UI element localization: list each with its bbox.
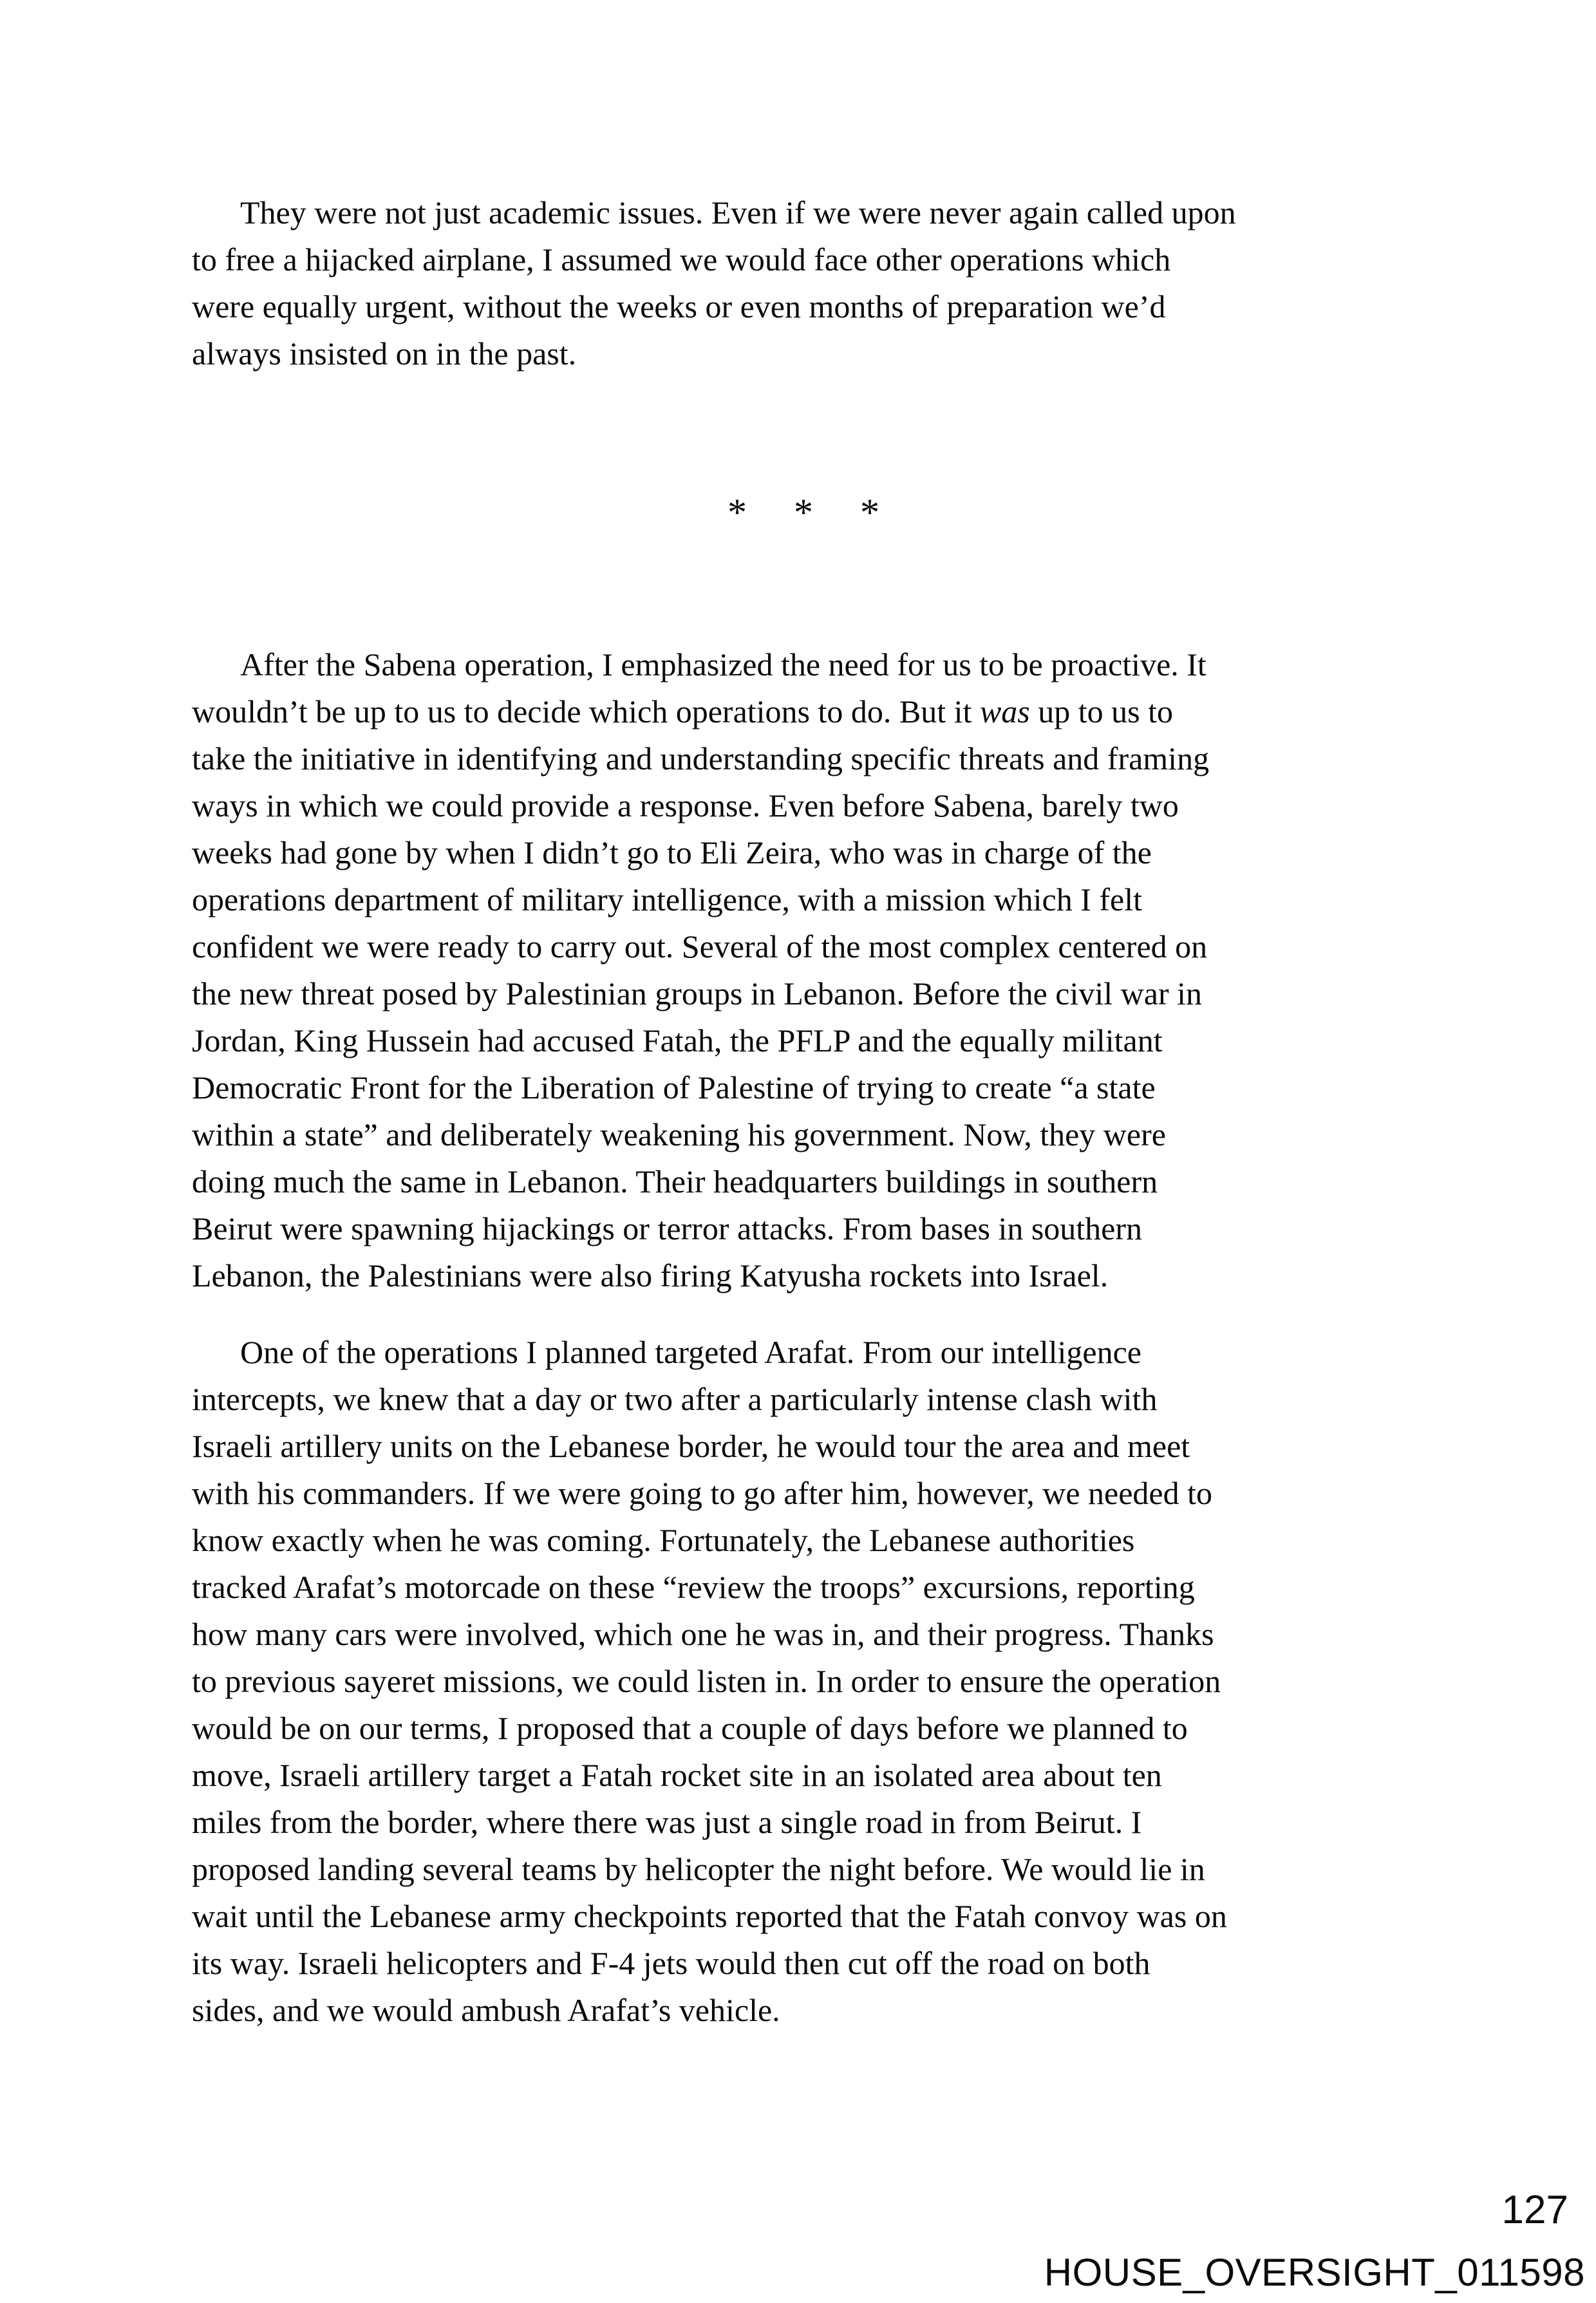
section-separator: * * * (728, 491, 879, 534)
text-line: its way. Israeli helicopters and F-4 jets would then cut off the road on both (192, 1945, 1150, 1981)
text-line: would be on our terms, I proposed that a couple of days before we planned to (192, 1710, 1188, 1746)
text-line: tracked Arafat’s motorcade on these “review the troops” excursions, reporting (192, 1569, 1195, 1605)
text-line: weeks had gone by when I didn’t go to Eli Zeira, who was in charge of the (192, 834, 1152, 870)
italic-text-segment: was (979, 693, 1030, 729)
text-line: doing much the same in Lebanon. Their headquarters buildings in southern (192, 1163, 1158, 1199)
text-line: Jordan, King Hussein had accused Fatah, the PFLP and the equally militant (192, 1022, 1163, 1058)
text-line: take the initiative in identifying and understanding specific threats and framing (192, 740, 1210, 776)
text-line: Democratic Front for the Liberation of Palestine of trying to create “a state (192, 1069, 1156, 1105)
text-line: One of the operations I planned targeted Arafat. From our intelligence (240, 1334, 1141, 1370)
text-segment: up to us to (1029, 693, 1173, 729)
text-line: how many cars were involved, which one he was in, and their progress. Thanks (192, 1616, 1214, 1652)
text-line: They were not just academic issues. Even if we were never again called upon (240, 194, 1236, 230)
text-line: move, Israeli artillery target a Fatah rocket site in an isolated area about ten (192, 1757, 1162, 1793)
text-line: know exactly when he was coming. Fortunately, the Lebanese authorities (192, 1522, 1135, 1558)
text-line: intercepts, we knew that a day or two after a particularly intense clash with (192, 1381, 1158, 1417)
body-text (192, 189, 1415, 2034)
text-line: miles from the border, where there was just a single road in from Beirut. I (192, 1804, 1142, 1840)
text-line: within a state” and deliberately weakening his government. Now, they were (192, 1116, 1166, 1152)
text-line: After the Sabena operation, I emphasized the need for us to be proactive. It (240, 646, 1206, 682)
paragraph-1 (192, 189, 1415, 377)
text-line: sides, and we would ambush Arafat’s vehicle. (192, 1992, 780, 2028)
paragraph-2 (192, 641, 1415, 1299)
text-line: ways in which we could provide a response. Even before Sabena, barely two (192, 787, 1179, 823)
text-line: to free a hijacked airplane, I assumed we would face other operations which (192, 241, 1171, 277)
text-line: with his commanders. If we were going to go after him, however, we needed to (192, 1475, 1213, 1511)
text-line: to previous sayeret missions, we could listen in. In order to ensure the operation (192, 1663, 1221, 1699)
text-line: the new threat posed by Palestinian groups in Lebanon. Before the civil war in (192, 975, 1203, 1011)
text-line: always insisted on in the past. (192, 335, 577, 371)
text-line (192, 688, 1415, 735)
text-line: proposed landing several teams by helicopter the night before. We would lie in (192, 1851, 1205, 1887)
paragraph-3 (192, 1329, 1415, 2034)
text-line: wait until the Lebanese army checkpoints reported that the Fatah convoy was on (192, 1898, 1227, 1934)
text-line: Beirut were spawning hijackings or terror attacks. From bases in southern (192, 1210, 1143, 1246)
text-line: Israeli artillery units on the Lebanese border, he would tour the area and meet (192, 1428, 1190, 1464)
text-line: operations department of military intelligence, with a mission which I felt (192, 881, 1143, 917)
text-segment: wouldn’t be up to us to decide which operations to do. But it (192, 693, 980, 729)
page-number: 127 (1501, 2188, 1568, 2232)
text-line: were equally urgent, without the weeks or even months of preparation we’d (192, 288, 1166, 324)
text-line: Lebanon, the Palestinians were also firing Katyusha rockets into Israel. (192, 1257, 1109, 1293)
bates-stamp: HOUSE_OVERSIGHT_011598 (1044, 2251, 1585, 2294)
text-line: confident we were ready to carry out. Several of the most complex centered on (192, 928, 1208, 964)
